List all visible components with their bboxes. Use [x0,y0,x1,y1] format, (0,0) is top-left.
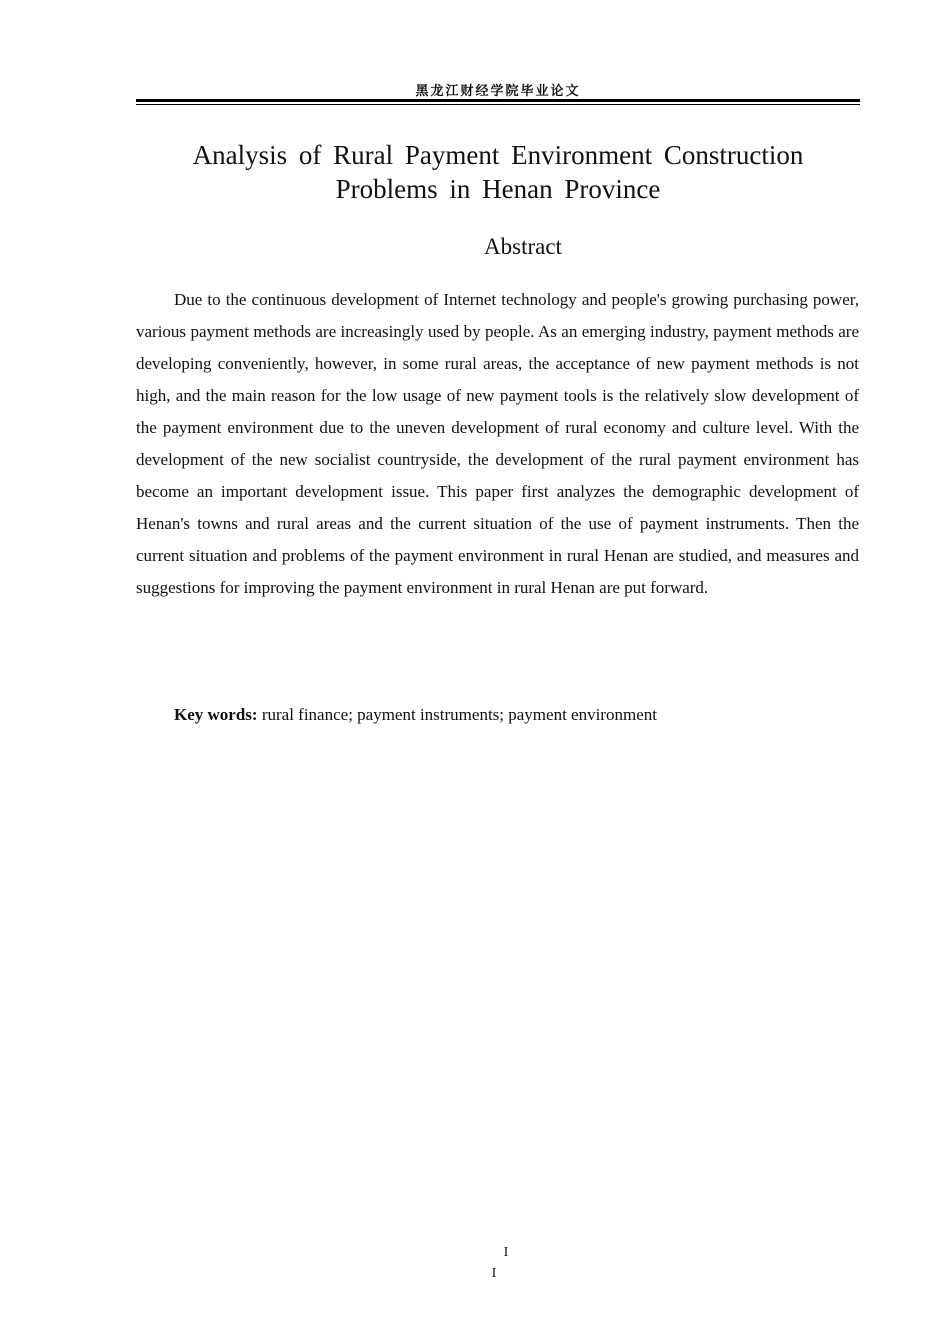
abstract-heading: Abstract [484,234,562,259]
keywords-label: Key words: [174,705,258,724]
keywords-line [174,702,860,728]
header-rule-thick [136,99,860,102]
abstract-body: Due to the continuous development of Internet technology and people's growing purchasing power, various payment methods are increasingly used by people. As an emerging industry, payment methods are developing conveniently, however, in some rural areas, the acceptance of new payment methods is not high, and the main reason for the low usage of new payment tools is the relatively slow development of the payment environment due to the uneven development of rural economy and culture level. With the development of the new socialist countryside, the development of the rural payment environment has become an important development issue. This paper first analyzes the demographic development of Henan's towns and rural areas and the current situation of the use of payment instruments. Then the current situation and problems of the payment environment in rural Henan are studied, and measures and suggestions for improving the payment environment in rural Henan are put forward. [136,290,859,597]
page-number: I [503,1245,509,1260]
document-title: Analysis of Rural Payment Environment Construction Problems in Henan Province [192,140,804,204]
keywords-text: rural finance; payment instruments; payment environment [257,705,657,724]
running-header: 黑龙江财经学院毕业论文 [415,84,581,99]
header-rule-thin [136,104,860,105]
page-number-duplicate: I [491,1266,497,1281]
